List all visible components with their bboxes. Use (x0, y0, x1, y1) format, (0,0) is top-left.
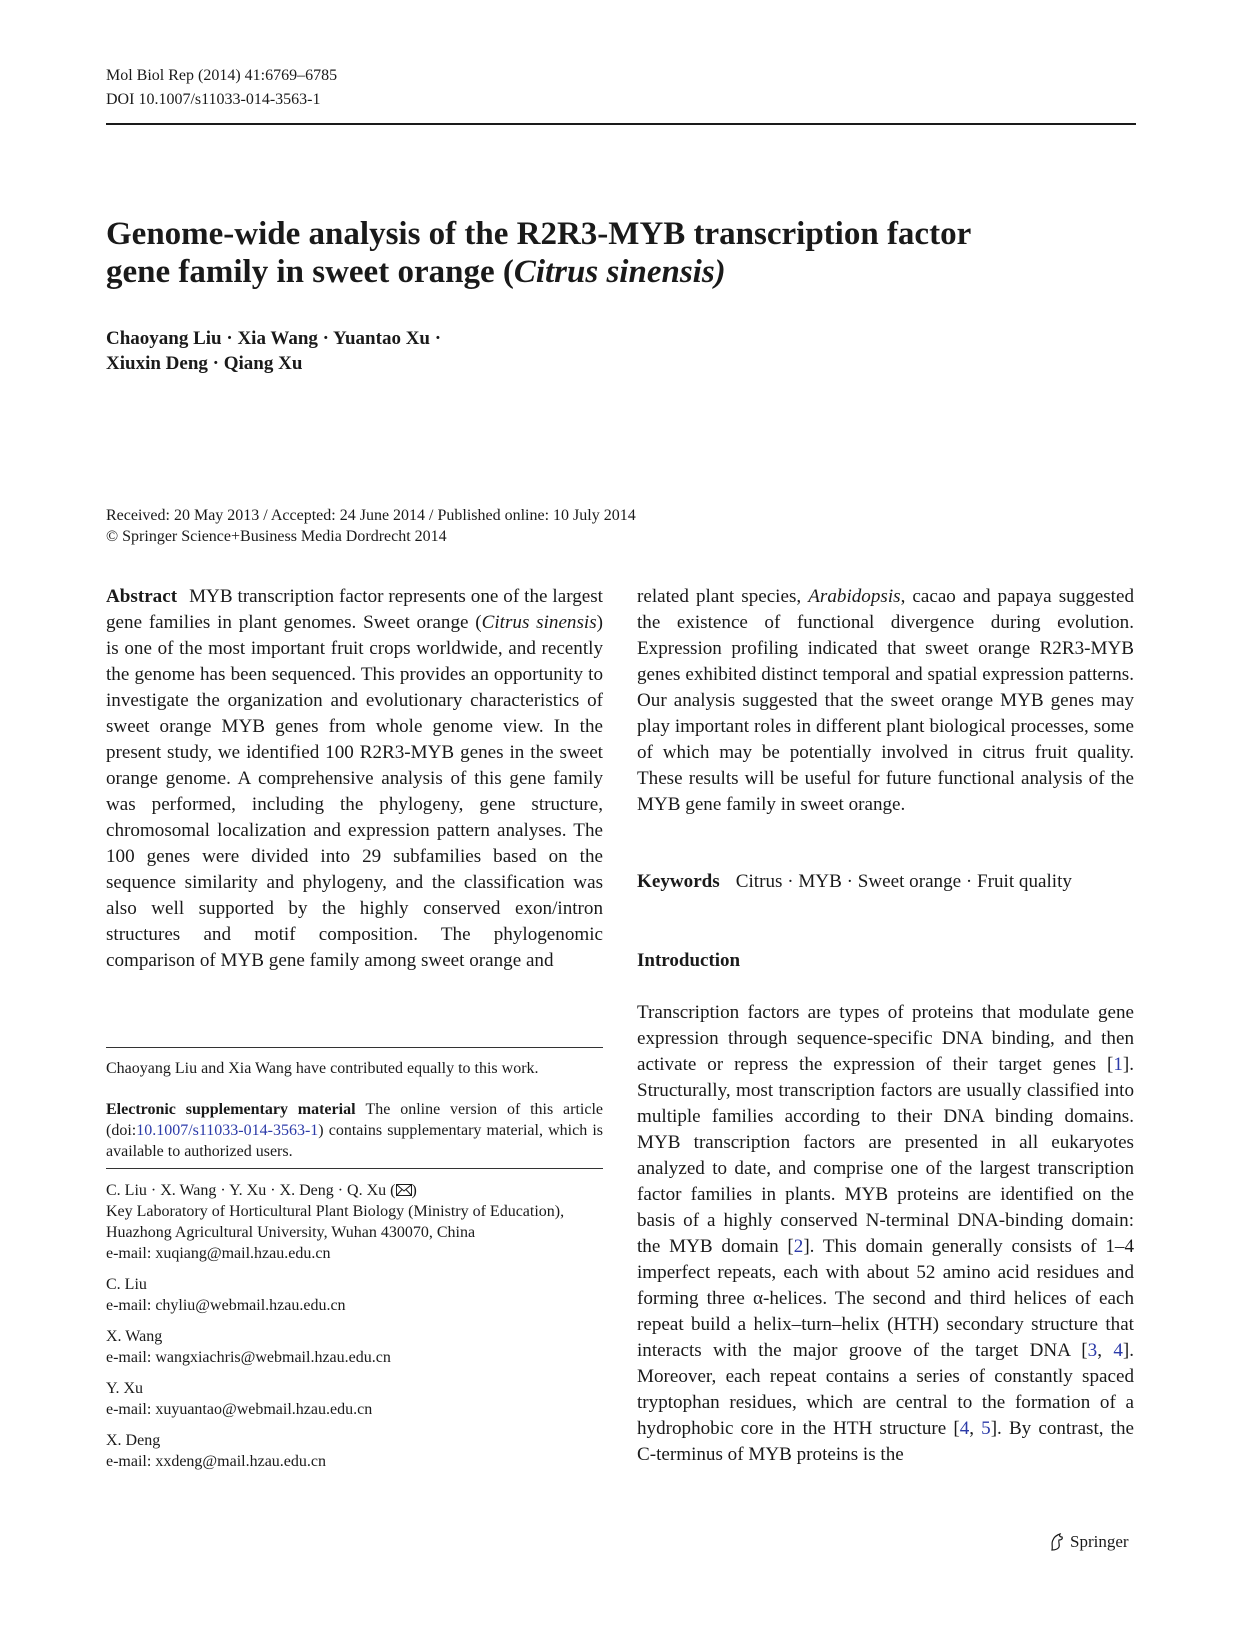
ref-link[interactable]: 4 (1113, 1340, 1123, 1361)
article-title (106, 215, 1106, 291)
affiliation-email[interactable]: e-mail: xuqiang@mail.hzau.edu.cn (106, 1245, 331, 1262)
copyright-line: © Springer Science+Business Media Dordrecht 2014 (106, 528, 447, 545)
contact-email[interactable]: e-mail: chyliu@webmail.hzau.edu.cn (106, 1297, 346, 1314)
abstract-right-text-1: related plant species, (637, 586, 809, 607)
introduction-body (637, 1000, 1134, 1468)
contact-entry (106, 1430, 603, 1472)
publisher-name: Springer (1070, 1532, 1129, 1551)
contact-entry (106, 1326, 603, 1368)
title-species: Citrus sinensis) (513, 254, 726, 290)
ref-link[interactable]: 2 (793, 1236, 804, 1257)
esm-doi-link[interactable]: 10.1007/s11033-014-3563-1 (136, 1122, 319, 1139)
abstract-text-2: ) is one of the most important fruit crops worldwide, and recently the genome has been sequenced. This provides an opportunity to investigate the organization and evolutionary characteristics of sweet orange MYB genes from whole genome view. In the present study, we identified 100 R2R3-MYB genes in the sweet orange genome. A comprehensive analysis of this gene family was performed, including the phylogeny, gene structure, chromosomal localization and expression pattern analyses. The 100 genes were divided into 29 subfamilies based on the sequence similarity and phylogeny, and the classification was also well supported by the highly conserved exon/intron structures and motif composition. The phylogenomic comparison of MYB gene family among sweet orange and (106, 612, 604, 971)
authors-line-1: Chaoyang Liu · Xia Wang · Yuantao Xu · (106, 328, 442, 349)
article-history (106, 505, 636, 547)
contact-entry (106, 1378, 603, 1420)
header-rule (106, 123, 1136, 125)
ref-link[interactable]: 3 (1087, 1340, 1098, 1361)
esm-text: The online version of this article (doi: (106, 1101, 603, 1139)
journal-citation: Mol Biol Rep (2014) 41:6769–6785 (106, 67, 338, 84)
intro-text: ]. This domain generally consists of 1–4 imperfect repeats, each with about 52 amino acid residues and forming three α-helices. The second and third helices of each repeat build a helix–turn–helix (HTH) secondary structure that interacts with the major groove of the target DNA [ (637, 1236, 1135, 1361)
affiliation-main (106, 1180, 603, 1264)
keywords (637, 869, 1072, 895)
affiliation-author-names: C. Liu · X. Wang · Y. Xu · X. Deng · Q. Xu ( (106, 1182, 396, 1199)
ref-link[interactable]: 5 (981, 1418, 991, 1439)
envelope-icon (396, 1184, 412, 1196)
affiliations (106, 1180, 603, 1482)
contact-email[interactable]: e-mail: xuyuantao@webmail.hzau.edu.cn (106, 1401, 373, 1418)
abstract-label: Abstract (106, 586, 178, 607)
affiliation-author-close: ) (411, 1182, 417, 1199)
title-line-2-text: gene family in sweet orange ( (106, 254, 514, 290)
abstract-species: Citrus sinensis (481, 612, 597, 633)
author-list (106, 326, 441, 376)
title-line-1: Genome-wide analysis of the R2R3-MYB transcription factor (106, 216, 972, 252)
introduction-heading: Introduction (637, 950, 741, 971)
journal-header (106, 64, 337, 112)
publisher-footer (1048, 1531, 1129, 1553)
intro-text: ]. Moreover, each repeat contains a series of constantly spaced tryptophan residues, which are central to the formation of a hydrophobic core in the HTH structure [ (637, 1340, 1134, 1439)
supplementary-note (106, 1099, 603, 1162)
abstract-right (637, 584, 1134, 818)
intro-text: , (969, 1418, 982, 1439)
abstract-right-text-2: , cacao and papaya suggested the existence of functional divergence during evolution. Expression profiling indicated that sweet orange R2R3-MYB genes exhibited distinct temporal and spatial expression patterns. Our analysis suggested that the sweet orange MYB genes may play important roles in different plant biological processes, some of which may be potentially involved in citrus fruit quality. These results will be useful for future functional analysis of the MYB gene family in sweet orange. (637, 586, 1134, 815)
keywords-label: Keywords (637, 871, 720, 892)
affiliation-authors (106, 1180, 603, 1201)
intro-text: ]. Structurally, most transcription factors are usually classified into multiple families according to their DNA binding domains. MYB transcription factors are presented in all eukaryotes analyzed to date, and comprise one of the largest transcription factor families in plants. MYB proteins are identified on the basis of a highly conserved N-terminal DNA-binding domain: the MYB domain [ (637, 1054, 1134, 1257)
contact-entry (106, 1274, 603, 1316)
contact-name: Y. Xu (106, 1380, 144, 1397)
intro-text: ]. By contrast, the C-terminus of MYB proteins is the (637, 1418, 1135, 1465)
abstract-right-species: Arabidopsis (808, 586, 901, 607)
ref-link[interactable]: 1 (1113, 1054, 1123, 1075)
abstract-left (106, 584, 603, 974)
contact-name: X. Deng (106, 1432, 161, 1449)
keywords-values: Citrus · MYB · Sweet orange · Fruit quality (735, 871, 1072, 892)
ref-link[interactable]: 4 (959, 1418, 970, 1439)
esm-label: Electronic supplementary material (106, 1101, 356, 1118)
affiliation-address: Key Laboratory of Horticultural Plant Biology (Ministry of Education), Huazhong Agricultural University, Wuhan 430070, China (106, 1203, 565, 1241)
equal-contribution-note: Chaoyang Liu and Xia Wang have contributed equally to this work. (106, 1060, 539, 1077)
intro-text: Transcription factors are types of proteins that modulate gene expression through sequence-specific DNA binding, and then activate or repress the expression of their target genes [ (637, 1002, 1134, 1075)
title-line-2 (106, 253, 1106, 291)
abstract-text-1: MYB transcription factor represents one of the largest gene families in plant genomes. Sweet orange ( (106, 586, 603, 633)
intro-text: , (1097, 1340, 1114, 1361)
footnote-divider (106, 1047, 603, 1048)
history-dates: Received: 20 May 2013 / Accepted: 24 June 2014 / Published online: 10 July 2014 (106, 507, 636, 524)
springer-horse-icon (1048, 1532, 1066, 1552)
affiliation-divider (106, 1168, 603, 1169)
authors-line-2: Xiuxin Deng · Qiang Xu (106, 353, 303, 374)
esm-text-end: ) contains supplementary material, which is available to authorized users. (106, 1122, 603, 1160)
contact-email[interactable]: e-mail: wangxiachris@webmail.hzau.edu.cn (106, 1349, 391, 1366)
contact-name: C. Liu (106, 1276, 147, 1293)
journal-doi: DOI 10.1007/s11033-014-3563-1 (106, 91, 321, 108)
contact-name: X. Wang (106, 1328, 163, 1345)
contact-email[interactable]: e-mail: xxdeng@mail.hzau.edu.cn (106, 1453, 326, 1470)
